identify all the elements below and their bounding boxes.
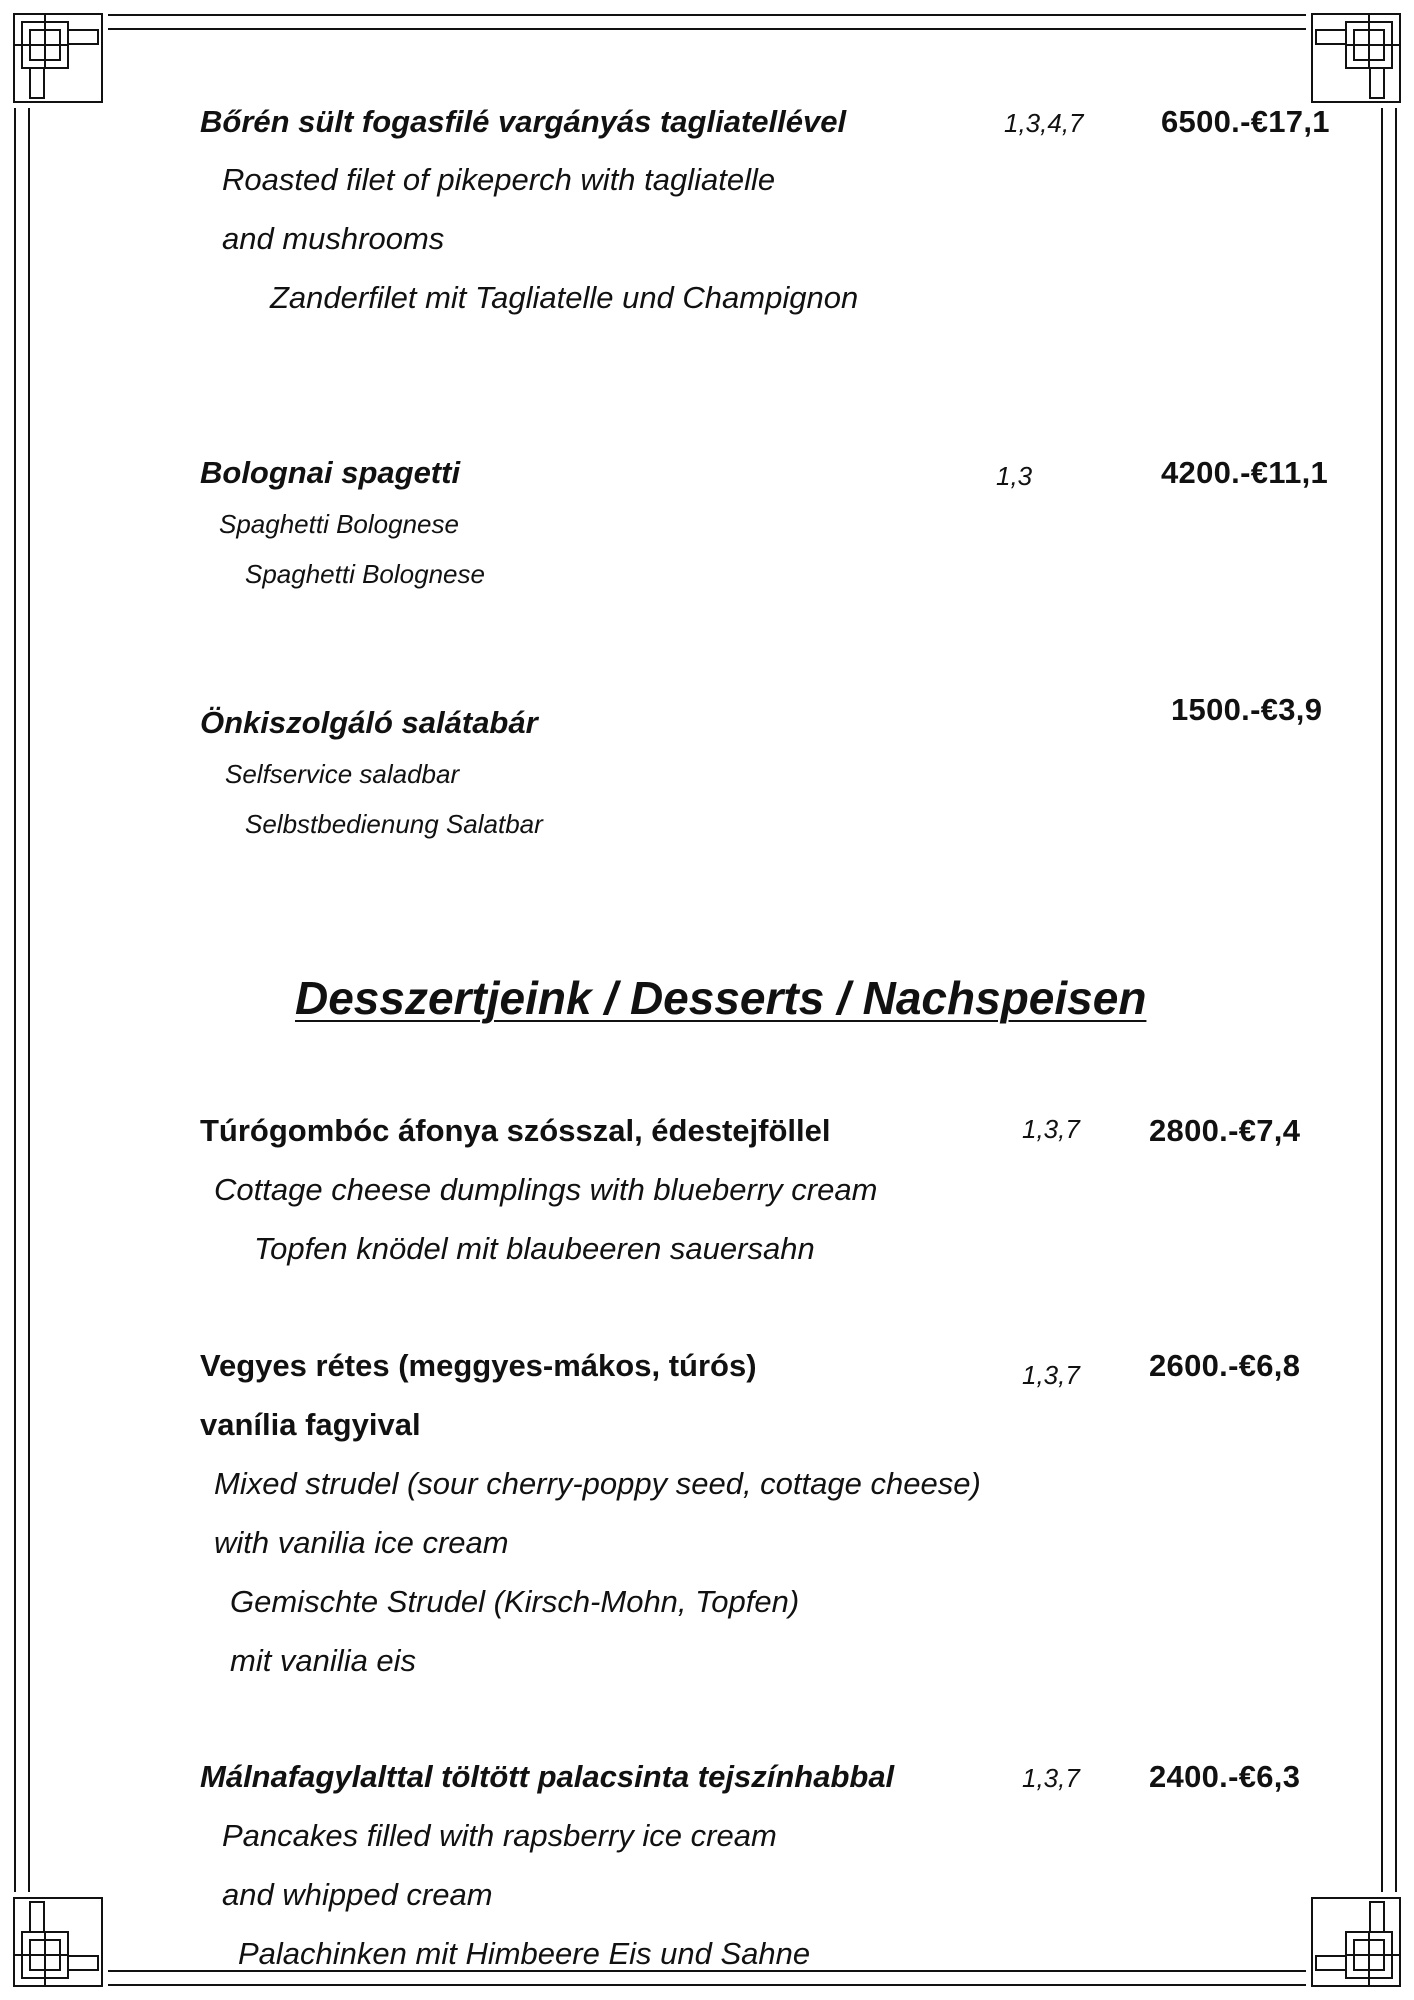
corner-ornament-bottom-left [8, 1892, 108, 1992]
item-description-de: Selbstbedienung Salatbar [245, 809, 543, 839]
item-description-en: Mixed strudel (sour cherry-poppy seed, cottage cheese) [214, 1466, 981, 1501]
item-name: Vegyes rétes (meggyes-mákos, túrós) [200, 1348, 757, 1383]
item-allergens: 1,3,4,7 [1004, 108, 1084, 138]
item-price: 6500.-€17,1 [1161, 104, 1330, 139]
item-name: Önkiszolgáló salátabár [200, 705, 538, 740]
item-price: 4200.-€11,1 [1161, 455, 1329, 490]
item-description-de: mit vanilia eis [230, 1643, 417, 1678]
item-price: 2400.-€6,3 [1149, 1759, 1301, 1794]
item-allergens: 1,3,7 [1022, 1763, 1080, 1793]
corner-ornament-top-right [1306, 8, 1406, 108]
item-description-en: Spaghetti Bolognese [219, 509, 459, 539]
item-allergens: 1,3,7 [1022, 1360, 1080, 1390]
item-description-en: Pancakes filled with rapsberry ice cream [222, 1818, 777, 1853]
corner-ornament-bottom-right [1306, 1892, 1406, 1992]
item-name: Túrógombóc áfonya szósszal, édestejföllel [200, 1113, 831, 1148]
item-description-en: and mushrooms [222, 221, 445, 256]
item-name-continued: vanília fagyival [200, 1407, 421, 1442]
item-description-de: Spaghetti Bolognese [245, 559, 485, 589]
item-description-de: Zanderfilet mit Tagliatelle und Champignon [270, 280, 859, 315]
item-description-de: Gemischte Strudel (Kirsch-Mohn, Topfen) [230, 1584, 800, 1619]
item-description-en: Selfservice saladbar [225, 759, 460, 789]
item-price: 2600.-€6,8 [1149, 1348, 1301, 1383]
item-name: Bőrén sült fogasfilé vargányás tagliatellével [200, 104, 847, 139]
item-description-en: Roasted filet of pikeperch with tagliatelle [222, 162, 776, 197]
item-name: Bolognai spagetti [200, 455, 461, 490]
item-description-en: Cottage cheese dumplings with blueberry cream [214, 1172, 878, 1207]
item-description-de: Palachinken mit Himbeere Eis und Sahne [238, 1936, 811, 1971]
item-description-en: and whipped cream [222, 1877, 493, 1912]
item-description-en: with vanilia ice cream [214, 1525, 509, 1560]
item-allergens: 1,3,7 [1022, 1114, 1080, 1144]
section-heading-desserts: Desszertjeink / Desserts / Nachspeisen [295, 972, 1147, 1024]
item-allergens: 1,3 [996, 461, 1033, 491]
item-name: Málnafagylalttal töltött palacsinta tejszínhabbal [200, 1759, 895, 1794]
item-description-de: Topfen knödel mit blaubeeren sauersahn [254, 1231, 815, 1266]
corner-ornament-top-left [8, 8, 108, 108]
item-price: 2800.-€7,4 [1149, 1113, 1301, 1148]
item-price: 1500.-€3,9 [1171, 692, 1323, 727]
